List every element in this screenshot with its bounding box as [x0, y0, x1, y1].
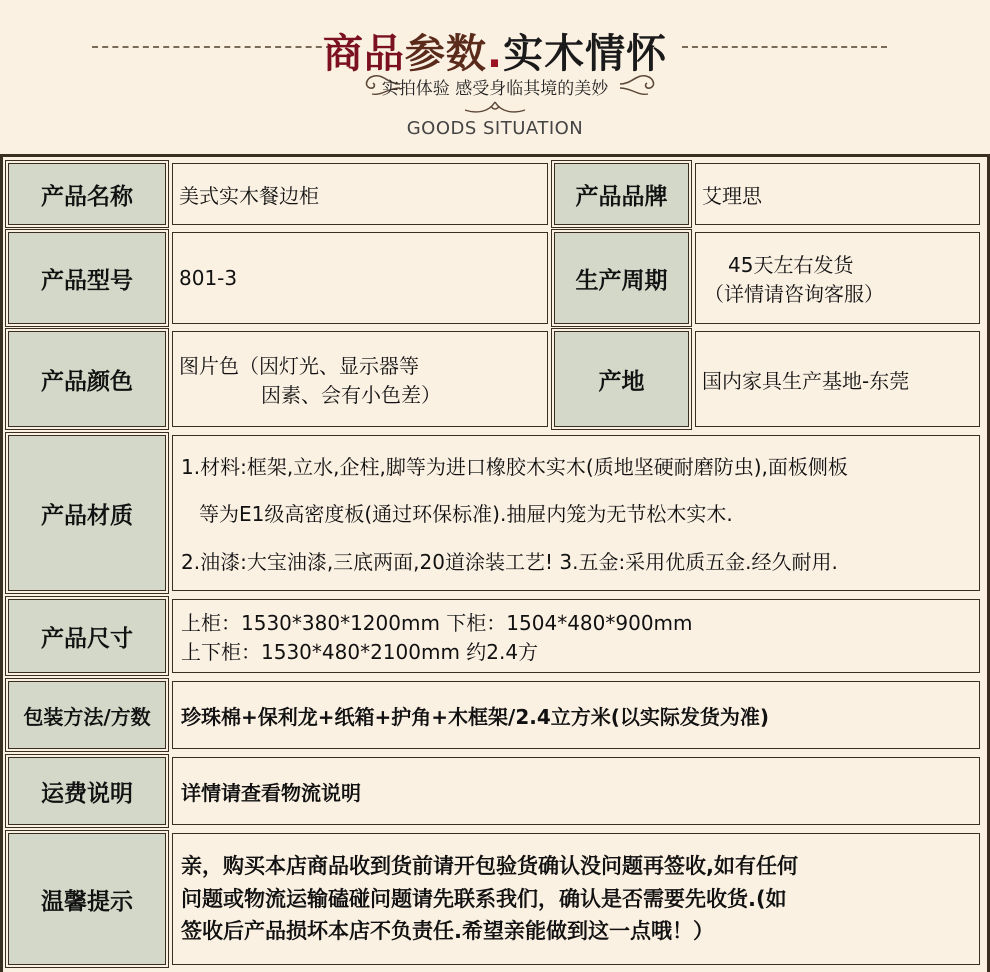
size-line1: 上柜：1530*380*1200mm 下柜：1504*480*900mm [181, 611, 693, 635]
right-flourish-icon [618, 70, 662, 100]
origin-label: 产地 [554, 331, 689, 427]
tip-value [172, 833, 980, 965]
size-label: 产品尺寸 [8, 599, 166, 673]
color-line2: 因素、会有小色差） [261, 383, 441, 407]
size-value [172, 599, 980, 673]
title-part2: 参数 [404, 31, 487, 77]
name-label: 产品名称 [8, 163, 166, 225]
brand-label: 产品品牌 [554, 163, 689, 225]
size-line2: 上下柜：1530*480*2100mm 约2.4方 [181, 640, 539, 664]
ship-value: 详情请查看物流说明 [172, 757, 980, 825]
title-dot: . [486, 31, 504, 77]
brand-value: 艾理思 [695, 163, 980, 225]
model-label: 产品型号 [8, 232, 166, 324]
model-value: 801-3 [172, 232, 548, 324]
tip-line1: 亲，购买本店商品收到货前请开包验货确认没问题再签收,如有任何 [181, 854, 798, 879]
params-table [0, 154, 990, 972]
subtitle: 实拍体验 感受身临其境的美妙 [381, 79, 609, 99]
cycle-line2: （详情请咨询客服） [704, 282, 884, 306]
pack-label: 包装方法/方数 [8, 681, 166, 749]
material-line1: 1.材料:框架,立水,企柱,脚等为进口橡胶木实木(质地坚硬耐磨防虫),面板侧板 [181, 455, 848, 480]
material-label: 产品材质 [8, 435, 166, 591]
material-line3: 2.油漆:大宝油漆,三底两面,20道涂装工艺! 3.五金:采用优质五金.经久耐用. [181, 549, 838, 574]
color-label: 产品颜色 [8, 331, 166, 427]
ship-label: 运费说明 [8, 757, 166, 825]
tip-line2: 问题或物流运输磕碰问题请先联系我们，确认是否需要先收货.(如 [181, 886, 787, 911]
title-part3: 实木情怀 [503, 31, 668, 77]
center-ornament-icon [455, 98, 535, 118]
cycle-label: 生产周期 [554, 232, 689, 324]
material-line2: 等为E1级高密度板(通过环保标准).抽屉内笼为无节松木实木. [199, 502, 733, 527]
page-header [0, 0, 990, 150]
color-line1: 图片色（因灯光、显示器等 [179, 354, 419, 378]
origin-value: 国内家具生产基地-东莞 [695, 331, 980, 427]
cycle-value [695, 232, 980, 324]
name-value: 美式实木餐边柜 [172, 163, 548, 225]
page-title [0, 22, 990, 79]
cycle-line1: 45天左右发货 [728, 253, 854, 277]
english-subtitle: GOODS SITUATION [406, 118, 584, 139]
pack-value: 珍珠棉+保利龙+纸箱+护角+木框架/2.4立方米(以实际发货为准) [172, 681, 980, 749]
title-part1: 商品 [322, 31, 405, 77]
tip-line3: 签收后产品损坏本店不负责任.希望亲能做到这一点哦！） [181, 919, 714, 944]
tip-label: 温馨提示 [8, 833, 166, 965]
material-value [172, 435, 980, 591]
color-value [172, 331, 548, 427]
